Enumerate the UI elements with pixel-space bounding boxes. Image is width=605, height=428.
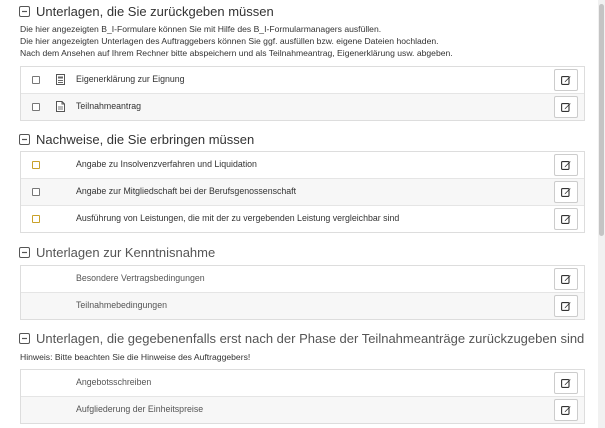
edit-icon <box>561 301 571 311</box>
section-title: Nachweise, die Sie erbringen müssen <box>36 132 255 147</box>
item-label[interactable]: Angabe zu Insolvenzverfahren und Liquidation <box>76 159 257 169</box>
edit-button[interactable] <box>554 69 578 91</box>
edit-button[interactable] <box>554 208 578 230</box>
status-checkbox[interactable] <box>32 215 40 223</box>
edit-button[interactable] <box>554 96 578 118</box>
scrollbar-thumb[interactable] <box>599 4 604 236</box>
edit-icon <box>561 378 571 388</box>
list-item <box>21 152 584 178</box>
section-description <box>20 23 453 59</box>
item-label[interactable]: Eigenerklärung zur Eignung <box>76 74 185 84</box>
section-header-info[interactable] <box>19 245 215 260</box>
item-label[interactable]: Aufgliederung der Einheitspreise <box>76 404 204 414</box>
section-header-return[interactable] <box>19 4 274 19</box>
section-title: Unterlagen zur Kenntnisnahme <box>36 245 216 260</box>
item-label[interactable]: Ausführung von Leistungen, die mit der zu vergebenden Leistung vergleichbar sind <box>76 213 400 223</box>
document-list-info <box>20 265 585 320</box>
document-icon <box>56 101 65 112</box>
edit-button[interactable] <box>554 181 578 203</box>
item-label[interactable]: Angebotsschreiben <box>76 377 152 387</box>
list-item <box>21 370 584 396</box>
section-title: Unterlagen, die Sie zurückgeben müssen <box>36 4 274 19</box>
status-checkbox[interactable] <box>32 76 40 84</box>
edit-icon <box>561 214 571 224</box>
edit-icon <box>561 75 571 85</box>
item-label[interactable]: Angabe zur Mitgliedschaft bei der Berufsgenossenschaft <box>76 186 297 196</box>
list-item <box>21 178 584 205</box>
list-item <box>21 266 584 292</box>
document-list-later <box>20 369 585 424</box>
document-list-return <box>20 66 585 121</box>
edit-button[interactable] <box>554 154 578 176</box>
edit-icon <box>561 274 571 284</box>
list-item <box>21 292 584 319</box>
document-list-proofs <box>20 151 585 233</box>
description-line: Die hier angezeigten Unterlagen des Auftraggebers können Sie ggf. ausfüllen bzw. eigene Dateien hochladen. <box>20 36 439 46</box>
section-header-later[interactable] <box>19 331 584 346</box>
edit-button[interactable] <box>554 268 578 290</box>
collapse-icon[interactable] <box>19 247 30 258</box>
status-checkbox[interactable] <box>32 103 40 111</box>
description-line: Nach dem Ansehen auf Ihrem Rechner bitte abspeichern und als Teilnahmeantrag, Eigenerklärung usw. abgeben. <box>20 48 453 58</box>
status-checkbox[interactable] <box>32 161 40 169</box>
edit-icon <box>561 187 571 197</box>
item-label[interactable]: Teilnahmebedingungen <box>76 300 167 310</box>
item-label[interactable]: Besondere Vertragsbedingungen <box>76 273 205 283</box>
collapse-icon[interactable] <box>19 6 30 17</box>
collapse-icon[interactable] <box>19 134 30 145</box>
status-checkbox[interactable] <box>32 188 40 196</box>
section-title: Unterlagen, die gegebenenfalls erst nach der Phase der Teilnahmeanträge zurückzugeben sind <box>36 331 585 346</box>
edit-button[interactable] <box>554 399 578 421</box>
list-item <box>21 93 584 120</box>
edit-button[interactable] <box>554 372 578 394</box>
list-item <box>21 205 584 232</box>
list-item <box>21 396 584 423</box>
list-item <box>21 67 584 93</box>
edit-icon <box>561 102 571 112</box>
vertical-scrollbar[interactable] <box>598 0 605 428</box>
form-icon <box>56 74 65 85</box>
section-header-proofs[interactable] <box>19 132 254 147</box>
item-label[interactable]: Teilnahmeantrag <box>76 101 142 111</box>
section-hint: Hinweis: Bitte beachten Sie die Hinweise des Auftraggebers! <box>20 352 251 362</box>
collapse-icon[interactable] <box>19 333 30 344</box>
edit-icon <box>561 160 571 170</box>
edit-button[interactable] <box>554 295 578 317</box>
description-line: Die hier angezeigten B_I-Formulare können Sie mit Hilfe des B_I-Formularmanagers ausfüllen. <box>20 24 382 34</box>
edit-icon <box>561 405 571 415</box>
